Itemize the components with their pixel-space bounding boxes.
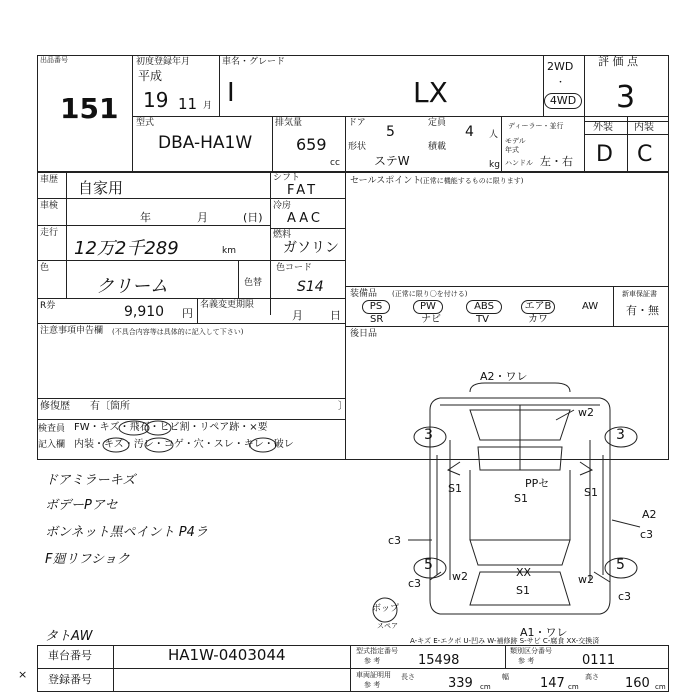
recycle-label: R券 [40, 301, 56, 311]
reg-year: 19 [143, 88, 169, 112]
height: 160 [625, 676, 650, 691]
history: 自家用 [78, 179, 124, 197]
bottom-note: タトAW [45, 629, 93, 644]
equip-pw: PW [413, 300, 443, 314]
yen-unit: 円 [182, 307, 193, 320]
first-reg-label: 初度登録年月 [136, 57, 191, 67]
equip-navi: ナビ [421, 314, 441, 325]
width-label: 幅 [502, 673, 509, 681]
color-code: S14 [297, 279, 324, 295]
selling-note: (正常に機能するものに限ります) [420, 177, 524, 185]
drive-dot: ・ [556, 78, 566, 88]
grade: LX [413, 76, 448, 109]
aircon-label: 冷房 [273, 201, 292, 211]
displacement: 659 [296, 135, 327, 154]
fuel-label: 燃料 [273, 230, 292, 240]
lot-number: 151 [60, 92, 119, 125]
inspector-row1: FW・キズ・飛石・ヒビ割・リペア跡・×要 [74, 422, 268, 433]
shape: ステW [374, 154, 410, 168]
mark-c3-left: c3 [388, 534, 402, 547]
note-3: ボンネット黒ペイント P4ラ [45, 525, 208, 540]
mileage-label: 走行 [40, 228, 59, 238]
tax-month: 月 [292, 309, 303, 322]
equip-aw: AW [582, 301, 599, 312]
dims-ref: 参 考 [364, 681, 381, 689]
equip-abs: ABS [466, 300, 502, 314]
handle-label: ハンドル [505, 159, 533, 167]
model-year-label2: 年式 [505, 146, 519, 154]
capacity: 4 [465, 124, 474, 140]
length-unit: cm [480, 683, 491, 691]
equip-tv: TV [476, 314, 489, 325]
tax-label: 名義変更期限 [200, 300, 255, 310]
door-label: ドア [348, 118, 366, 128]
drive-2wd: 2WD [547, 60, 574, 73]
color-label: 色 [40, 263, 50, 273]
manual-value: 有・無 [626, 304, 659, 317]
mark-3-right: 3 [616, 427, 625, 443]
handle: 左・右 [540, 155, 573, 168]
disp-label: 排気量 [275, 118, 303, 128]
era: 平成 [138, 69, 163, 83]
shift: FAT [287, 183, 319, 198]
mark-s1-left: S1 [448, 482, 462, 495]
type-cert-ref: 参 考 [364, 657, 381, 665]
tax-day: 日 [330, 309, 341, 322]
category-ref: 参 考 [518, 657, 535, 665]
insp-month-unit: 月 [197, 211, 208, 224]
repair-label: 修復歴 [40, 401, 70, 412]
model-label: 型式 [136, 118, 155, 128]
cc-unit: cc [330, 158, 340, 168]
inspection-label: 車検 [40, 201, 59, 211]
drive-4wd: 4WD [549, 94, 577, 107]
mark-a2-right: A2 [642, 508, 657, 521]
dealer-label: ディーラー・並行 [508, 122, 564, 130]
retrofit-label: 後日品 [350, 329, 378, 339]
model: DBA-HA1W [158, 133, 253, 153]
mark-s1-rear: S1 [516, 584, 530, 597]
equipment-note: (正常に限り〇を付ける) [392, 290, 468, 298]
color-code-label: 色コード [276, 263, 313, 273]
mark-a1-ware: A1・ワレ [520, 626, 568, 639]
mark-a2-ware-top: A2・ワレ [480, 370, 528, 383]
eval-label: 評 価 点 [598, 55, 638, 68]
eval-score: 3 [616, 80, 636, 115]
height-label: 高さ [585, 673, 599, 681]
car-name: I [227, 78, 235, 108]
car-label: 車名・グレード [222, 57, 286, 67]
ext-score: D [596, 142, 613, 167]
kg-unit: kg [489, 160, 500, 170]
legend: A-キズ E-エクボ U-凹み W-補修跡 S-サビ C-腐食 XX-交換済 [410, 637, 600, 645]
mark-ppse: PPセ [525, 477, 550, 490]
mark-w2-lower-left: w2 [452, 570, 468, 583]
registration-label: 登録番号 [48, 673, 92, 686]
color-change-label: 色替 [244, 278, 263, 288]
mark-pop: ボップ [372, 604, 400, 614]
mark-c3-lower-right: c3 [618, 590, 632, 603]
color: クリーム [96, 276, 168, 297]
length: 339 [448, 676, 473, 691]
mark-c3-lower-left: c3 [408, 577, 422, 590]
category-label: 類別区分番号 [510, 647, 552, 655]
width: 147 [540, 676, 565, 691]
selling-label: セールスポイント [350, 176, 422, 186]
repair-value: 有〔箇所 [90, 401, 130, 412]
height-unit: cm [655, 683, 666, 691]
int-label: 内装 [634, 122, 654, 133]
chassis-number: HA1W-0403044 [168, 646, 286, 664]
type-cert: 15498 [418, 653, 460, 668]
int-score: C [637, 142, 653, 167]
repair-close: 〕 [338, 401, 348, 412]
mark-3-left: 3 [424, 427, 433, 443]
mileage: 12万2千289 [74, 238, 179, 259]
inspector-row2: 内装・キズ・汚レ・コゲ・穴・スレ・キレ・破レ [74, 439, 294, 450]
equip-leather: カワ [528, 314, 548, 325]
lot-label: 出品番号 [40, 56, 68, 64]
mark-xx: XX [516, 566, 532, 579]
note-4: F廻リフショク [45, 552, 130, 567]
note-2: ボデーPアセ [45, 498, 118, 513]
equipment-label: 装備品 [350, 289, 378, 299]
person-unit: 人 [489, 130, 499, 140]
mark-5-left: 5 [424, 557, 433, 573]
category: 0111 [582, 653, 616, 668]
ext-label: 外装 [593, 122, 613, 133]
shift-label: シフト [273, 173, 301, 183]
inspector-label1: 検査員 [38, 424, 66, 434]
capacity-label: 定員 [428, 118, 447, 128]
mark-w2-lower-right: w2 [578, 573, 594, 586]
length-label: 長さ [401, 673, 415, 681]
equip-airbag: エアB [521, 300, 555, 314]
model-year-label1: モデル [505, 137, 526, 145]
recycle: 9,910 [124, 304, 165, 320]
dims-label: 車両証明用 [356, 671, 391, 679]
width-unit: cm [568, 683, 579, 691]
drive-4wd-circled [544, 93, 582, 109]
spare-label: スペア [377, 622, 398, 630]
insp-day-unit: (日) [243, 211, 263, 224]
fuel: ガソリン [283, 240, 339, 256]
reg-month: 11 [178, 95, 198, 113]
mark-c3-right: c3 [640, 528, 654, 541]
aircon: AAC [287, 211, 323, 226]
margin-mark: × [18, 668, 28, 681]
doors: 5 [386, 124, 395, 140]
month-unit: 月 [203, 101, 213, 111]
notes-sub: (不具合内容等は具体的に記入して下さい) [112, 328, 244, 336]
inspector-label2: 記入欄 [38, 440, 66, 450]
mark-s1-right: S1 [584, 486, 598, 499]
load-label: 積載 [428, 142, 447, 152]
shape-label: 形状 [348, 142, 367, 152]
manual-label: 新車保証書 [622, 290, 657, 298]
mark-w2-top: w2 [578, 406, 594, 419]
notes-label: 注意事項申告欄 [40, 326, 104, 336]
mark-s1-roof: S1 [514, 492, 528, 505]
note-1: ドアミラーキズ [45, 473, 136, 488]
equip-sr: SR [370, 314, 384, 325]
chassis-label: 車台番号 [48, 649, 92, 662]
equip-ps: PS [362, 300, 390, 314]
km-unit: km [222, 246, 236, 256]
type-cert-label: 型式指定番号 [356, 647, 398, 655]
history-label: 車歴 [40, 175, 59, 185]
mark-5-right: 5 [616, 557, 625, 573]
insp-year-unit: 年 [140, 211, 151, 224]
